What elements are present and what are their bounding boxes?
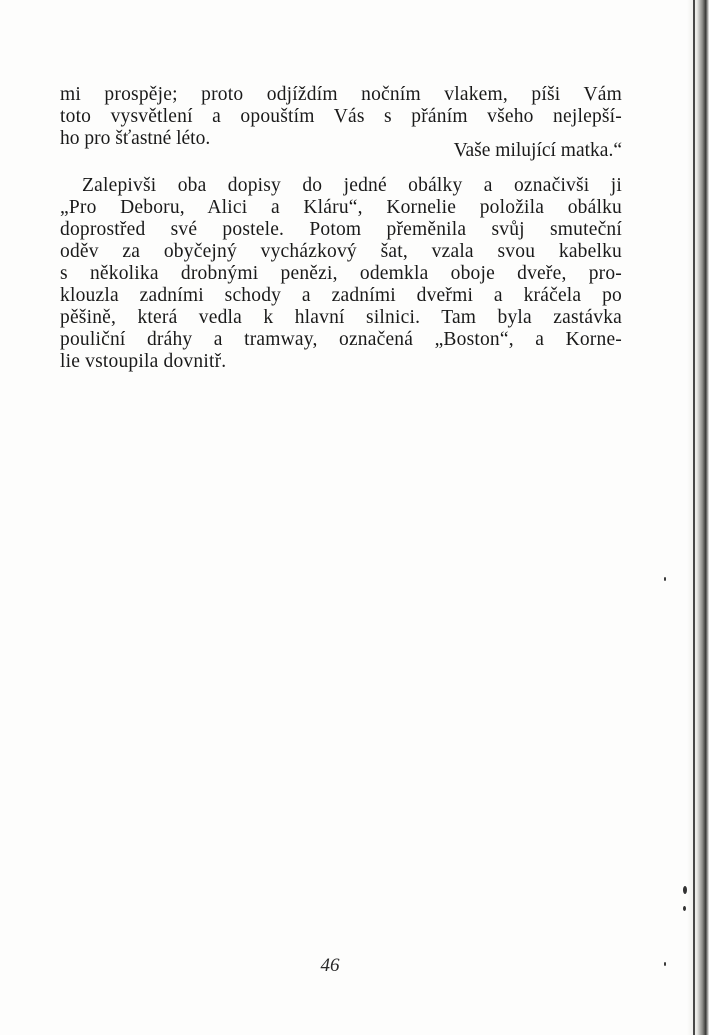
scan-speck [683, 886, 687, 894]
text-line: oděv za obyčejný vycházkový šat, vzala svou kabelku [60, 241, 622, 262]
page-number: 46 [320, 955, 340, 976]
narrative-paragraph [60, 175, 622, 373]
text-line: Zalepivši oba dopisy do jedné obálky a označivši ji [82, 175, 622, 196]
page-edge-shadow [687, 0, 709, 1035]
text-line: doprostřed své postele. Potom přeměnila svůj smuteční [60, 219, 622, 240]
text-line: pouliční dráhy a tramway, označená „Boston“, a Korne- [60, 329, 622, 350]
scan-speck [664, 577, 666, 581]
text-line: ho pro šťastné léto. [60, 128, 211, 149]
text-line: klouzla zadními schody a zadními dveřmi a kráčela po [60, 285, 622, 306]
text-line: lie vstoupila dovnitř. [60, 351, 227, 372]
scan-speck [683, 906, 686, 911]
text-line: mi prospěje; proto odjíždím nočním vlakem, píši Vám [60, 84, 622, 105]
text-line: s několika drobnými penězi, odemkla oboje dveře, pro- [60, 263, 622, 284]
letter-closing [60, 128, 622, 168]
letter-text [60, 84, 622, 128]
text-line: pěšině, která vedla k hlavní silnici. Tam byla zastávka [60, 307, 622, 328]
letter-signoff: Vaše milující matka.“ [453, 140, 622, 161]
text-line: „Pro Deboru, Alici a Kláru“, Kornelie položila obálku [60, 197, 622, 218]
text-line: toto vysvětlení a opouštím Vás s přáním všeho nejlepší- [60, 106, 622, 127]
scan-speck [664, 962, 666, 966]
binding-edge-line [693, 0, 695, 1035]
